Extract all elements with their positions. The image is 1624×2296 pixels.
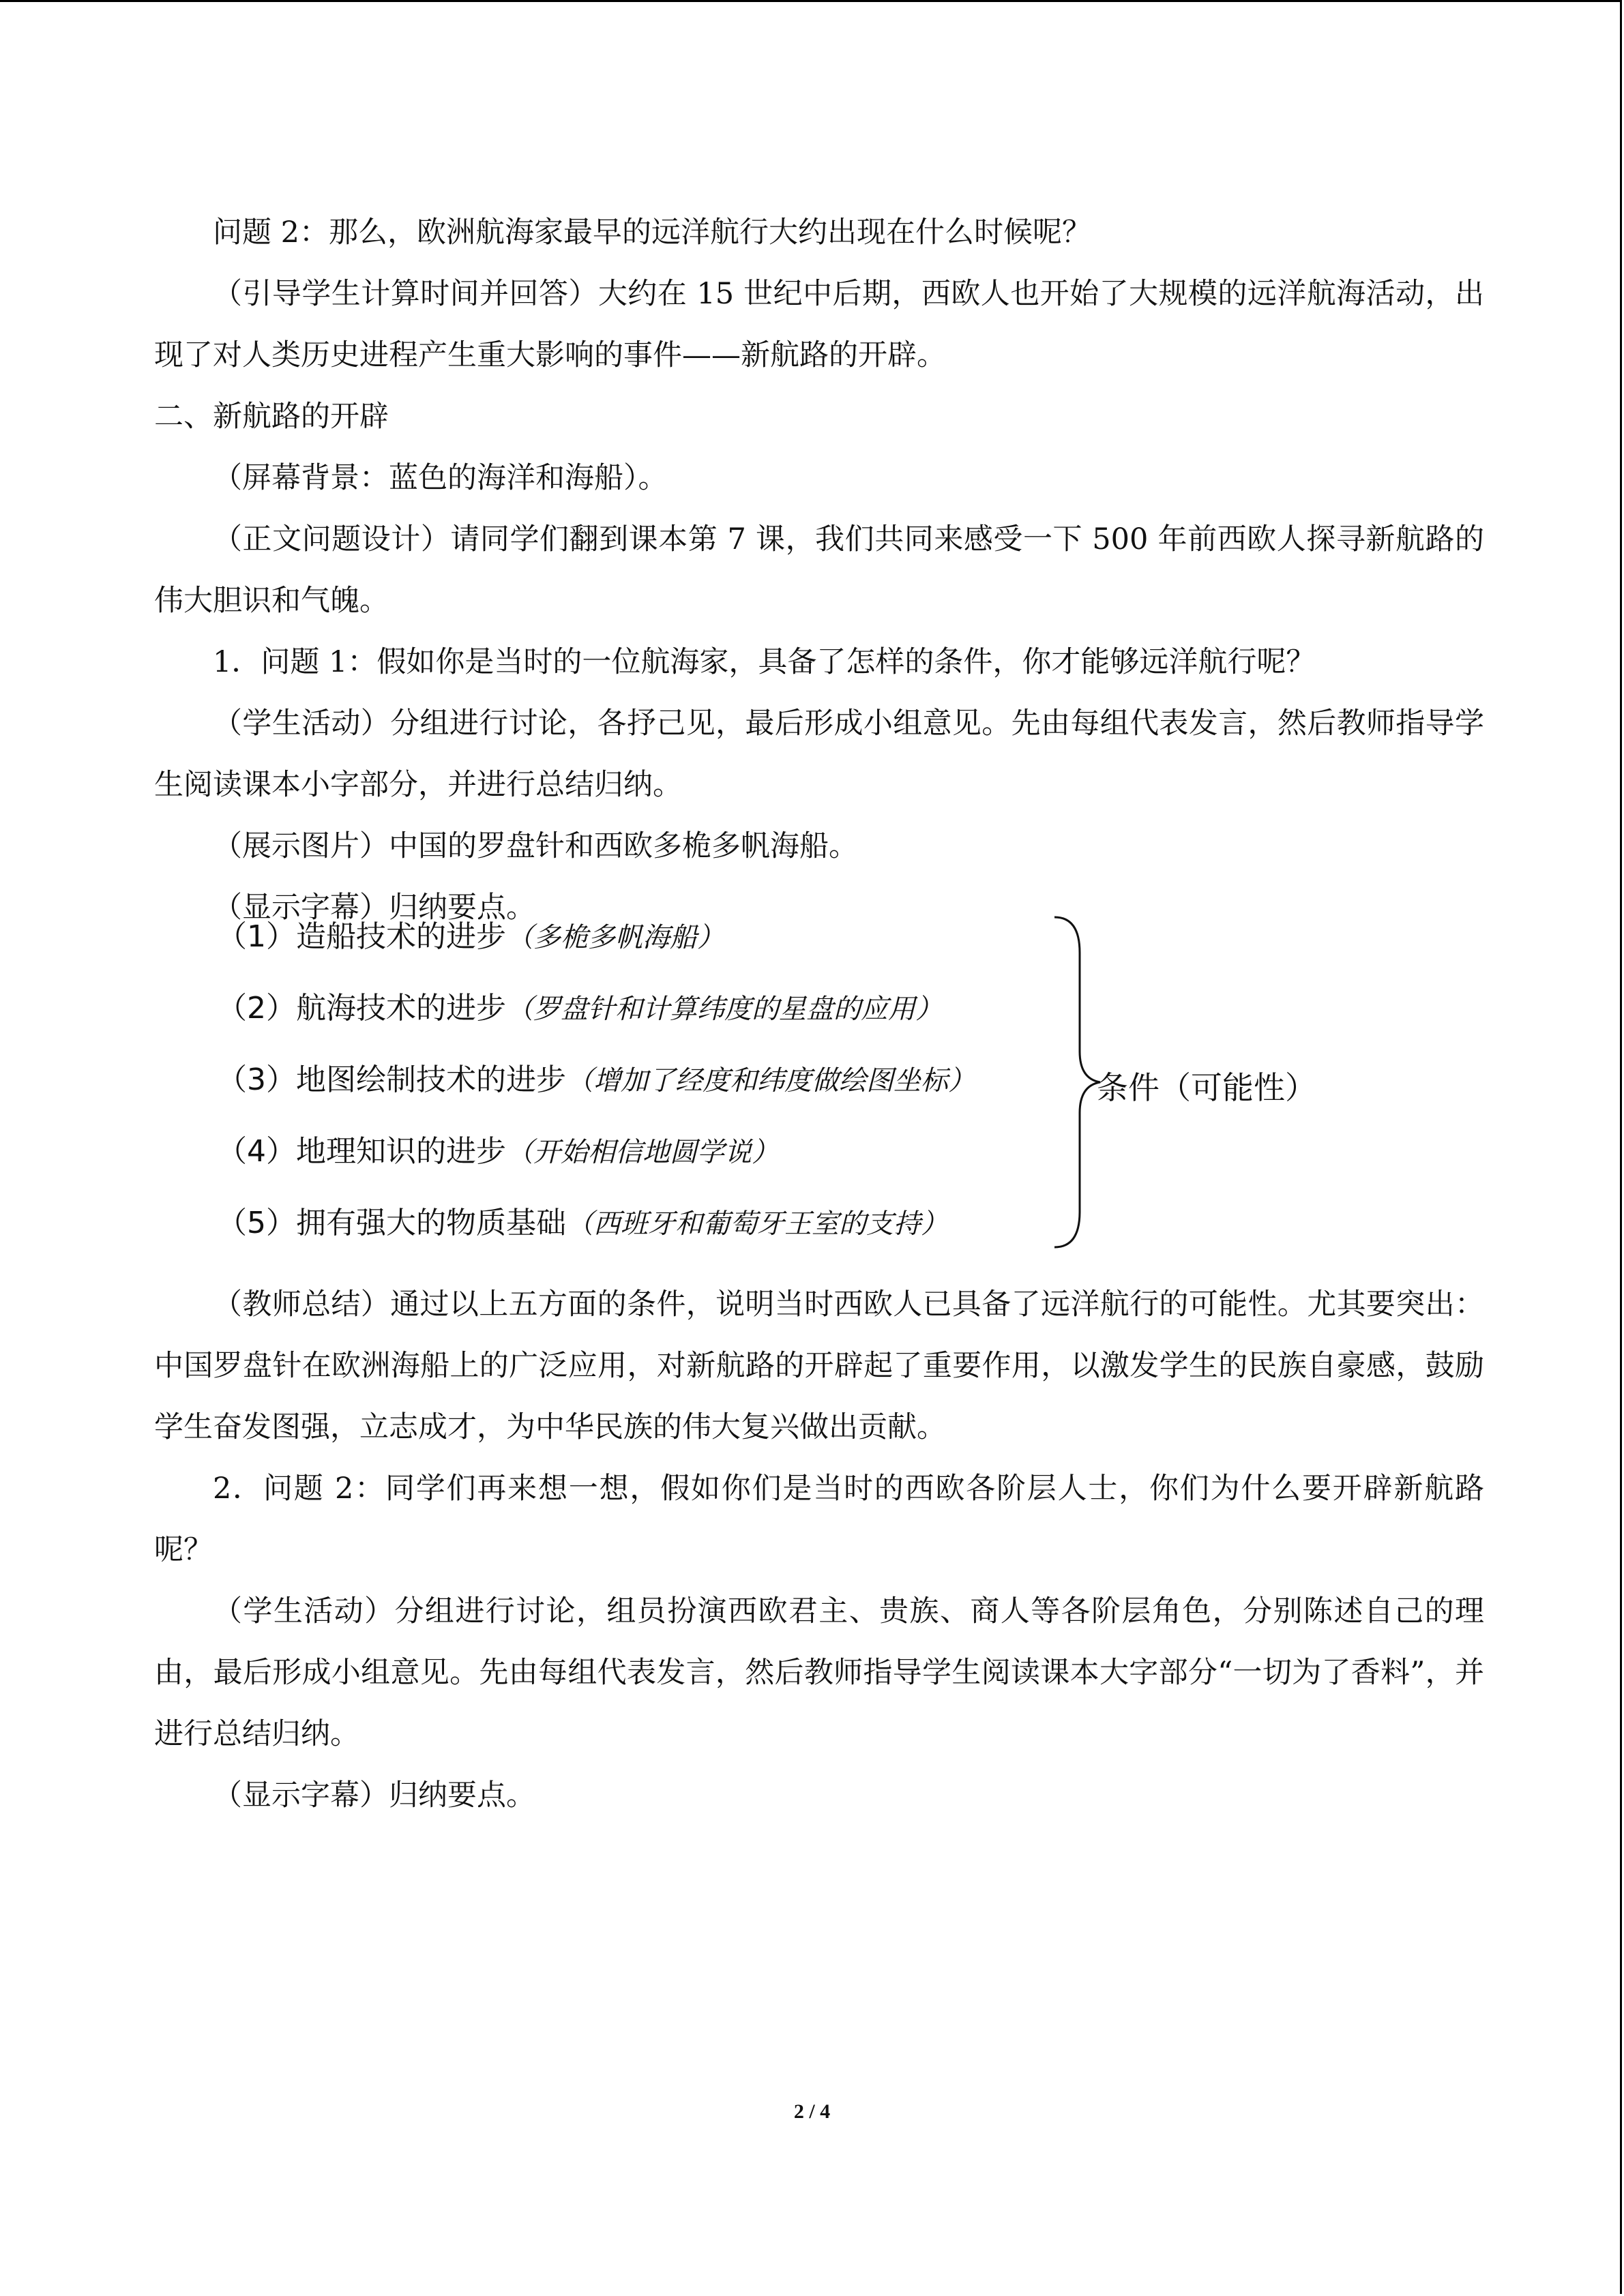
condition-main: （2）航海技术的进步 (217, 991, 506, 1026)
condition-item (217, 983, 943, 1027)
condition-note: （增加了经度和纬度做绘图坐标） (566, 1065, 975, 1097)
paragraph: 2．问题 2：同学们再来想一想，假如你们是当时的西欧各阶层人士，你们为什么要开辟新航路呢？ (154, 1472, 1484, 1567)
paragraph: （正文问题设计）请同学们翻到课本第 7 课，我们共同来感受一下 500 年前西欧人探寻新航路的伟大胆识和气魄。 (154, 522, 1484, 618)
condition-main: （5）拥有强大的物质基础 (217, 1206, 566, 1240)
document-body (154, 202, 1484, 938)
paragraph: （显示字幕）归纳要点。 (213, 1778, 535, 1813)
paragraph: 1．问题 1：假如你是当时的一位航海家，具备了怎样的条件，你才能够远洋航行呢？ (213, 645, 1316, 679)
condition-item (217, 1127, 779, 1170)
condition-note: （罗盘针和计算纬度的星盘的应用） (506, 994, 943, 1025)
document-body-continued (154, 1274, 1484, 1826)
paragraph: （学生活动）分组进行讨论，组员扮演西欧君主、贵族、商人等各阶层角色，分别陈述自己的理由，最后形成小组意见。先由每组代表发言，然后教师指导学生阅读课本大字部分“一切为了香料”，并进行总结归纳。 (154, 1594, 1484, 1751)
condition-item (217, 1055, 975, 1099)
condition-item (217, 912, 724, 955)
conditions-summary (217, 912, 1376, 1266)
paragraph: （引导学生计算时间并回答）大约在 15 世纪中后期，西欧人也开始了大规模的远洋航海活动，出现了对人类历史进程产生重大影响的事件——新航路的开辟。 (154, 277, 1484, 372)
condition-main: （4）地理知识的进步 (217, 1134, 506, 1169)
page-number: 2 / 4 (793, 2100, 831, 2123)
condition-main: （1）造船技术的进步 (217, 919, 506, 954)
paragraph: 问题 2：那么，欧洲航海家最早的远洋航行大约出现在什么时候呢？ (213, 215, 1092, 250)
condition-note: （多桅多帆海船） (506, 922, 724, 953)
conditions-label: 条件（可能性） (1097, 1069, 1316, 1106)
condition-item (217, 1198, 948, 1242)
section-heading: 二、新航路的开辟 (154, 400, 389, 434)
paragraph: （显示字幕）归纳要点。 (213, 891, 535, 925)
paragraph: （教师总结）通过以上五方面的条件，说明当时西欧人已具备了远洋航行的可能性。尤其要突出：中国罗盘针在欧洲海船上的广泛应用，对新航路的开辟起了重要作用，以激发学生的民族自豪感，鼓励学生奋发图强，立志成才，为中华民族的伟大复兴做出贡献。 (154, 1287, 1484, 1444)
condition-note: （开始相信地圆学说） (506, 1137, 779, 1168)
paragraph: （屏幕背景：蓝色的海洋和海船）。 (213, 461, 668, 495)
paragraph: （学生活动）分组进行讨论，各抒己见，最后形成小组意见。先由每组代表发言，然后教师指导学生阅读课本小字部分，并进行总结归纳。 (154, 706, 1484, 802)
condition-note: （西班牙和葡萄牙王室的支持） (566, 1208, 948, 1240)
paragraph: （展示图片）中国的罗盘针和西欧多桅多帆海船。 (213, 829, 858, 863)
condition-main: （3）地图绘制技术的进步 (217, 1062, 566, 1097)
